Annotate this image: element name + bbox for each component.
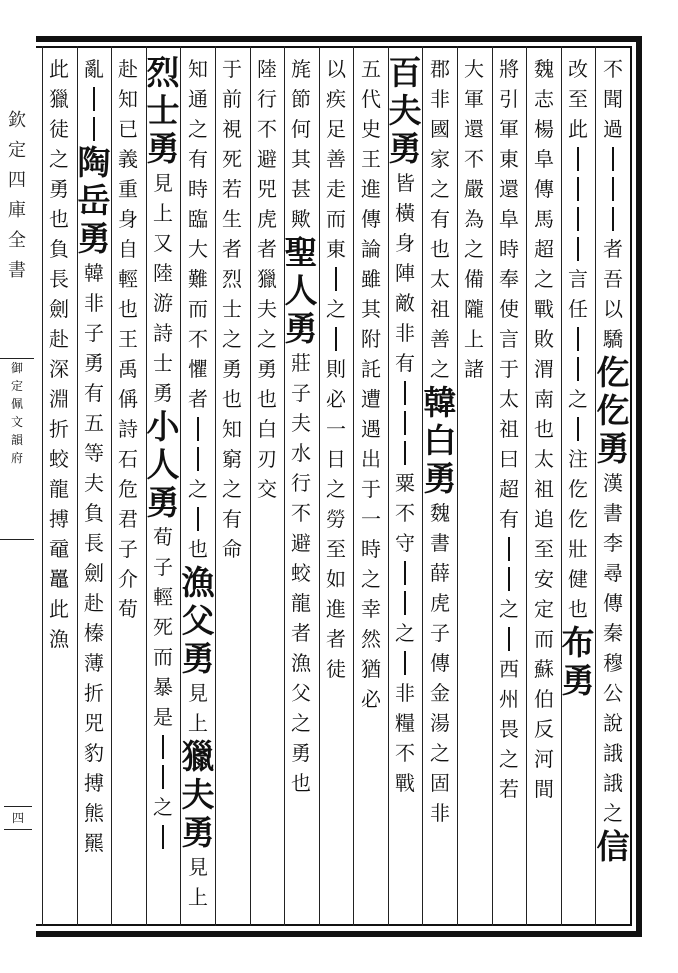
text-column-c16 [76, 54, 112, 920]
repeat-mark [491, 534, 527, 564]
entry-text: 粟 不 守 [395, 471, 415, 555]
repeat-mark [145, 822, 181, 852]
entry-heading: 信 [596, 827, 630, 866]
margin-header: 欽 定 四 庫 全 書 [8, 110, 26, 281]
entry-text: 陸 行 不 避 兕 虎 者 獵 夫 之 勇 也 白 刃 交 [257, 57, 277, 501]
repeat-mark [595, 144, 631, 174]
entry-heading: 漁 父 勇 [181, 563, 215, 678]
entry-text: 不 聞 過 [603, 57, 623, 141]
text-column-c17 [41, 54, 77, 920]
text-column-c7 [387, 54, 423, 920]
entry-text: 知 通 之 有 時 臨 大 難 而 不 懼 者 [188, 57, 208, 411]
entry-heading: 布 勇 [561, 623, 595, 700]
repeat-mark [180, 504, 216, 534]
repeat-mark [145, 762, 181, 792]
margin-strip [0, 46, 36, 926]
repeat-mark [387, 378, 423, 408]
entry-text: 以 疾 足 善 走 而 東 [326, 57, 346, 261]
entry-text: 注 仡 仡 壯 健 也 [568, 447, 588, 621]
entry-heading: 獵 夫 勇 [181, 737, 215, 852]
repeat-mark [560, 144, 596, 174]
entry-text: 荀 子 輕 死 而 暴 是 [153, 525, 173, 729]
entry-text: 之 [395, 621, 415, 645]
entry-text: 韓 非 子 勇 有 五 等 夫 負 長 劍 赴 榛 薄 折 兕 豹 搏 熊 羆 [84, 261, 104, 855]
page-number: 四 [4, 806, 32, 830]
entry-text: 五 代 史 王 進 傳 論 雖 其 附 託 遭 遇 出 于 一 時 之 幸 然 猶 必 [361, 57, 381, 711]
repeat-mark [387, 438, 423, 468]
entry-text: 改 至 此 [568, 57, 588, 141]
entry-heading: 百 夫 勇 [388, 53, 422, 168]
repeat-mark [560, 354, 596, 384]
entry-text: 此 獵 徒 之 勇 也 負 長 劍 赴 深 淵 折 蛟 龍 搏 黿 鼉 此 漁 [49, 57, 69, 651]
repeat-mark [180, 414, 216, 444]
entry-heading: 仡 仡 勇 [596, 353, 630, 468]
repeat-mark [387, 648, 423, 678]
text-column-c6 [422, 54, 458, 920]
entry-text: 皆 橫 身 陣 敵 非 有 [395, 171, 415, 375]
repeat-mark [387, 588, 423, 618]
entry-text: 者 吾 以 驕 [603, 237, 623, 351]
entry-text: 魏 書 薛 虎 子 傳 金 湯 之 固 非 [430, 501, 450, 825]
entry-text: 之 [499, 597, 519, 621]
entry-text: 見 上 [188, 855, 208, 909]
repeat-mark [145, 732, 181, 762]
entry-text: 之 [568, 387, 588, 411]
repeat-mark [560, 324, 596, 354]
entry-text: 之 [153, 795, 173, 819]
entry-text: 漢 書 李 尋 傳 秦 穆 公 說 誐 誐 之 [603, 471, 623, 825]
repeat-mark [595, 204, 631, 234]
repeat-mark [76, 84, 112, 114]
text-column-c13 [180, 54, 216, 920]
book-title: 御 定 佩 文 韻 府 [10, 361, 23, 465]
entry-text: 見 上 [188, 681, 208, 735]
repeat-mark [318, 264, 354, 294]
text-column-c10 [283, 54, 319, 920]
repeat-mark [387, 408, 423, 438]
entry-heading: 韓 白 勇 [423, 383, 457, 498]
repeat-mark [560, 234, 596, 264]
book-title-box [0, 358, 34, 540]
entry-text: 言 任 [568, 267, 588, 321]
repeat-mark [560, 414, 596, 444]
entry-text: 也 王 禹 偁 詩 石 危 君 子 介 荀 [118, 297, 138, 621]
entry-text: 旄 節 何 其 甚 歟 [291, 57, 311, 231]
text-column-c3 [526, 54, 562, 920]
entry-text: 于 前 視 死 若 生 者 烈 士 之 勇 也 知 窮 之 有 命 [222, 57, 242, 561]
entry-heading: 聖 人 勇 [284, 233, 318, 348]
entry-text: 魏 志 楊 阜 傳 馬 超 之 戰 敗 渭 南 也 太 祖 追 至 安 定 而 蘇 伯 反 河 間 [534, 57, 554, 801]
text-column-c1 [595, 54, 631, 920]
repeat-mark [180, 444, 216, 474]
entry-heading: 烈 士 勇 [146, 53, 180, 168]
entry-heading: 陶 岳 勇 [77, 143, 111, 258]
repeat-mark [491, 564, 527, 594]
repeat-mark [560, 174, 596, 204]
entry-text: 西 州 畏 之 若 [499, 657, 519, 801]
repeat-mark [560, 204, 596, 234]
entry-text: 之 [326, 297, 346, 321]
text-column-c4 [491, 54, 527, 920]
entry-text: 亂 [84, 57, 104, 81]
entry-text: 之 [188, 477, 208, 501]
entry-heading: 小 人 勇 [146, 407, 180, 522]
entry-text: 也 [188, 537, 208, 561]
entry-text: 則 必 一 日 之 勞 至 如 進 者 徒 [326, 357, 346, 681]
text-column-c12 [214, 54, 250, 920]
repeat-mark [76, 114, 112, 144]
repeat-mark [318, 324, 354, 354]
entry-text: 將 引 軍 東 還 阜 時 奉 使 言 于 太 祖 曰 超 有 [499, 57, 519, 531]
text-column-c11 [249, 54, 285, 920]
entry-text: 郡 非 國 家 之 有 也 太 祖 善 之 [430, 57, 450, 381]
repeat-mark [491, 624, 527, 654]
entry-text: 見 上 又 陸 游 詩 士 勇 [153, 171, 173, 405]
entry-text: 赴 知 已 義 重 身 自 輕 [118, 57, 138, 291]
text-column-c9 [318, 54, 354, 920]
text-column-c2 [560, 54, 596, 920]
repeat-mark [595, 174, 631, 204]
text-column-c5 [456, 54, 492, 920]
text-column-c15 [110, 54, 146, 920]
entry-text: 莊 子 夫 水 行 不 避 蛟 龍 者 漁 父 之 勇 也 [291, 351, 311, 795]
text-column-c14 [145, 54, 181, 920]
entry-text: 大 軍 還 不 嚴 為 之 備 隴 上 諸 [464, 57, 484, 381]
repeat-mark [387, 558, 423, 588]
entry-text: 非 糧 不 戰 [395, 681, 415, 795]
text-column-c8 [353, 54, 389, 920]
